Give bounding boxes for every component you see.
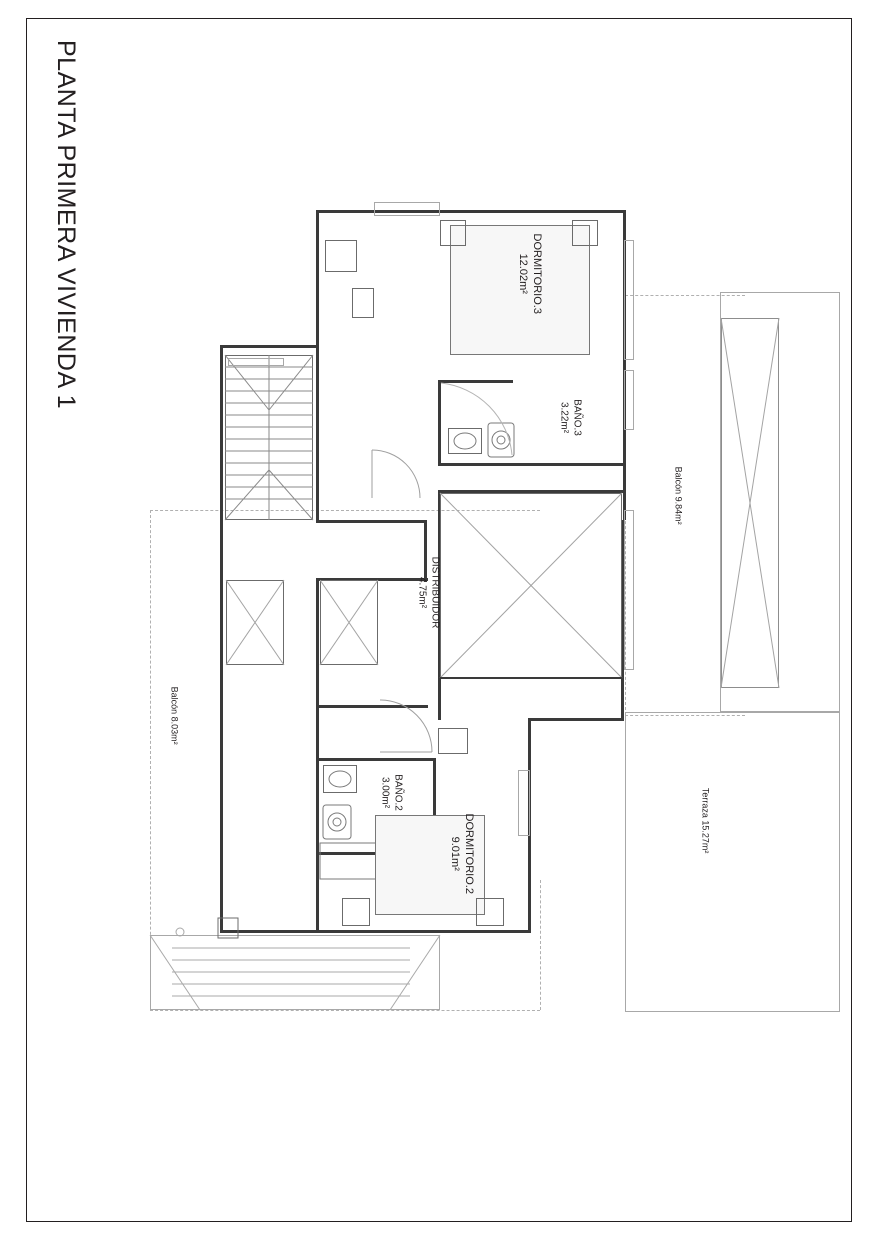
floor-plan bbox=[120, 180, 840, 1060]
area-label-balcon-984: Balcón 9.84m² bbox=[673, 466, 684, 525]
room-label-distribuidor: DISTRIBUIDOR 4.75m² bbox=[417, 556, 441, 629]
room-label-bano-3: BAÑO.3 3.22m² bbox=[559, 399, 583, 436]
area-label-terraza: Terraza 15.27m² bbox=[700, 787, 711, 854]
room-label-dormitorio-3: DORMITORIO.3 12.02m² bbox=[517, 233, 543, 314]
room-label-bano-2: BAÑO.2 3.00m² bbox=[380, 774, 404, 811]
area-label-balcon-803: Balcón 8.03m² bbox=[169, 686, 180, 745]
room-label-dormitorio-2: DORMITORIO.2 9.01m² bbox=[449, 813, 475, 894]
door-swings bbox=[120, 180, 840, 1060]
sheet-title: PLANTA PRIMERA VIVIENDA 1 bbox=[52, 40, 80, 410]
balcony-rail bbox=[624, 510, 634, 670]
balcony-rail bbox=[624, 370, 634, 430]
balcony-rail bbox=[624, 240, 634, 360]
